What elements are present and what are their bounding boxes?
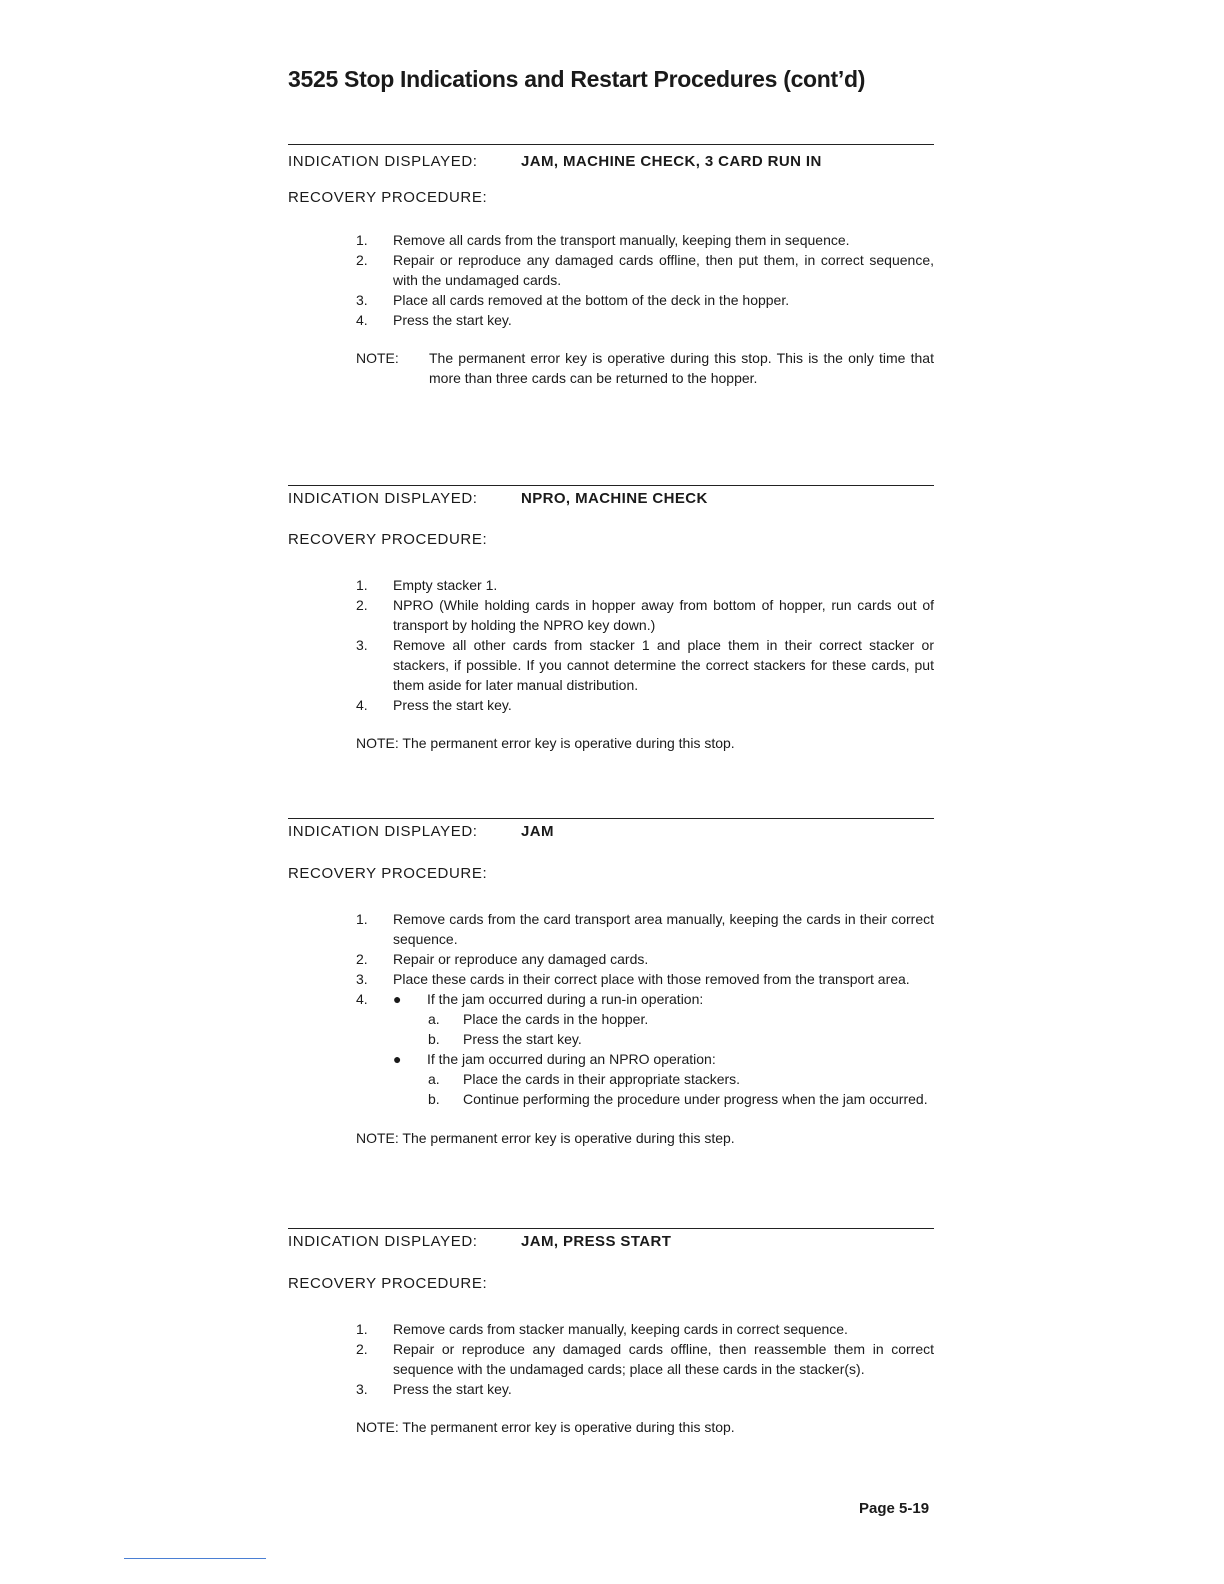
bullet-text: If the jam occurred during an NPRO operation:: [427, 1051, 716, 1067]
sub-step-item: [428, 1089, 934, 1109]
step-number: 4.: [356, 697, 368, 713]
step-number: 1.: [356, 1321, 368, 1337]
bullet-item: [393, 1049, 934, 1109]
sub-step-item: [428, 1069, 934, 1089]
note-text: The permanent error key is operative during this stop. This is the only time that more than three cards can be returned to the hopper.: [429, 350, 934, 386]
step-list: [356, 575, 934, 715]
step-text: Remove all other cards from stacker 1 and place them in their correct stacker or stackers, if possible. If you cannot determine the correct stackers for these cards, put them aside for later manual distribution.: [393, 637, 934, 693]
step-number: 4.: [356, 312, 368, 328]
sub-step-letter: a.: [428, 1071, 440, 1087]
note-text: The permanent error key is operative during this step.: [402, 1130, 735, 1146]
sub-step-list: [428, 1069, 934, 1109]
step-item: [356, 310, 934, 330]
note: [356, 1417, 934, 1437]
page-number: Page 5-19: [859, 1500, 930, 1517]
indication-value: JAM: [521, 823, 554, 840]
step-item: [356, 290, 934, 310]
step-text: Press the start key.: [393, 697, 512, 713]
step-text: Repair or reproduce any damaged cards offline, then put them, in correct sequence, with the undamaged cards.: [393, 252, 934, 288]
indication-label: INDICATION DISPLAYED:: [288, 490, 478, 507]
step-item: [356, 250, 934, 290]
step-item: [356, 595, 934, 635]
sub-step-letter: b.: [428, 1031, 440, 1047]
bullet-icon: ●: [393, 1051, 402, 1067]
step-item: [356, 1319, 934, 1339]
sub-step-letter: b.: [428, 1091, 440, 1107]
step-item: [356, 575, 934, 595]
indication-value: JAM, MACHINE CHECK, 3 CARD RUN IN: [521, 153, 822, 170]
recovery-label: RECOVERY PROCEDURE:: [288, 865, 488, 882]
recovery-label: RECOVERY PROCEDURE:: [288, 531, 488, 548]
bullet-item: [393, 989, 934, 1049]
sub-step-letter: a.: [428, 1011, 440, 1027]
step-number: 3.: [356, 637, 368, 653]
step-number: 1.: [356, 911, 368, 927]
sub-step-item: [428, 1029, 934, 1049]
step-number: 3.: [356, 1381, 368, 1397]
indication-label: INDICATION DISPLAYED:: [288, 153, 478, 170]
step-text: Place these cards in their correct place with those removed from the transport area.: [393, 971, 910, 987]
step-text: Press the start key.: [393, 312, 512, 328]
sub-step-text: Place the cards in their appropriate stackers.: [463, 1071, 741, 1087]
step-item: [356, 1339, 934, 1379]
step-number: 1.: [356, 577, 368, 593]
indication-row: [288, 1232, 934, 1252]
step-number: 3.: [356, 292, 368, 308]
step-text: Press the start key.: [393, 1381, 512, 1397]
bullet-text: If the jam occurred during a run-in operation:: [427, 991, 704, 1007]
step-text: Place all cards removed at the bottom of the deck in the hopper.: [393, 292, 790, 308]
step-text: Repair or reproduce any damaged cards.: [393, 951, 649, 967]
section-jam: [288, 818, 934, 1148]
step-number: 2.: [356, 1341, 368, 1357]
step-number: 4.: [356, 991, 368, 1007]
indication-value: JAM, PRESS START: [521, 1233, 672, 1250]
sub-step-text: Place the cards in the hopper.: [463, 1011, 649, 1027]
step-number: 2.: [356, 252, 368, 268]
step-number: 1.: [356, 232, 368, 248]
step-list: [356, 1319, 934, 1399]
step-text: NPRO (While holding cards in hopper away from bottom of hopper, run cards out of transport by holding the NPRO key down.): [393, 597, 934, 633]
step-number: 2.: [356, 951, 368, 967]
step-text: Remove cards from stacker manually, keeping cards in correct sequence.: [393, 1321, 848, 1337]
section-jam-press-start: [288, 1228, 934, 1437]
section-divider: [288, 485, 934, 486]
note-text: The permanent error key is operative during this stop.: [402, 1419, 735, 1435]
note-label: NOTE:: [356, 350, 399, 366]
footer-rule: [124, 1558, 266, 1559]
step-item: [356, 909, 934, 949]
sub-step-list: [428, 1009, 934, 1049]
page-title: 3525 Stop Indications and Restart Procedures (cont’d): [288, 66, 866, 92]
indication-value: NPRO, MACHINE CHECK: [521, 490, 708, 507]
section-jam-machine-check: [288, 144, 934, 388]
step-text: Repair or reproduce any damaged cards offline, then reassemble them in correct sequence with the undamaged cards; place all these cards in the stacker(s).: [393, 1341, 934, 1377]
step-item: [356, 230, 934, 250]
sub-step-text: Continue performing the procedure under progress when the jam occurred.: [463, 1091, 928, 1107]
note: [356, 1128, 934, 1148]
note: [356, 348, 934, 388]
indication-row: [288, 822, 934, 842]
step-item: [356, 695, 934, 715]
section-npro-machine-check: [288, 485, 934, 753]
bullet-list: [393, 989, 934, 1109]
note-text: The permanent error key is operative during this stop.: [402, 735, 735, 751]
step-item: [356, 989, 934, 1109]
recovery-label: RECOVERY PROCEDURE:: [288, 189, 488, 206]
section-divider: [288, 818, 934, 819]
bullet-icon: ●: [393, 991, 402, 1007]
step-item: [356, 1379, 934, 1399]
step-number: 2.: [356, 597, 368, 613]
indication-label: INDICATION DISPLAYED:: [288, 823, 478, 840]
indication-row: [288, 152, 934, 172]
step-list: [356, 230, 934, 330]
step-item: [356, 949, 934, 969]
note: [356, 733, 934, 753]
note-label: NOTE:: [356, 1130, 399, 1146]
sub-step-text: Press the start key.: [463, 1031, 582, 1047]
step-text: Empty stacker 1.: [393, 577, 498, 593]
section-divider: [288, 144, 934, 145]
step-item: [356, 635, 934, 695]
recovery-label: RECOVERY PROCEDURE:: [288, 1275, 488, 1292]
indication-row: [288, 489, 934, 509]
step-list: [356, 909, 934, 1109]
sub-step-item: [428, 1009, 934, 1029]
step-number: 3.: [356, 971, 368, 987]
step-text: Remove cards from the card transport area manually, keeping the cards in their correct sequence.: [393, 911, 934, 947]
section-divider: [288, 1228, 934, 1229]
note-label: NOTE:: [356, 1419, 399, 1435]
indication-label: INDICATION DISPLAYED:: [288, 1233, 478, 1250]
note-label: NOTE:: [356, 735, 399, 751]
step-text: Remove all cards from the transport manually, keeping them in sequence.: [393, 232, 850, 248]
step-item: [356, 969, 934, 989]
